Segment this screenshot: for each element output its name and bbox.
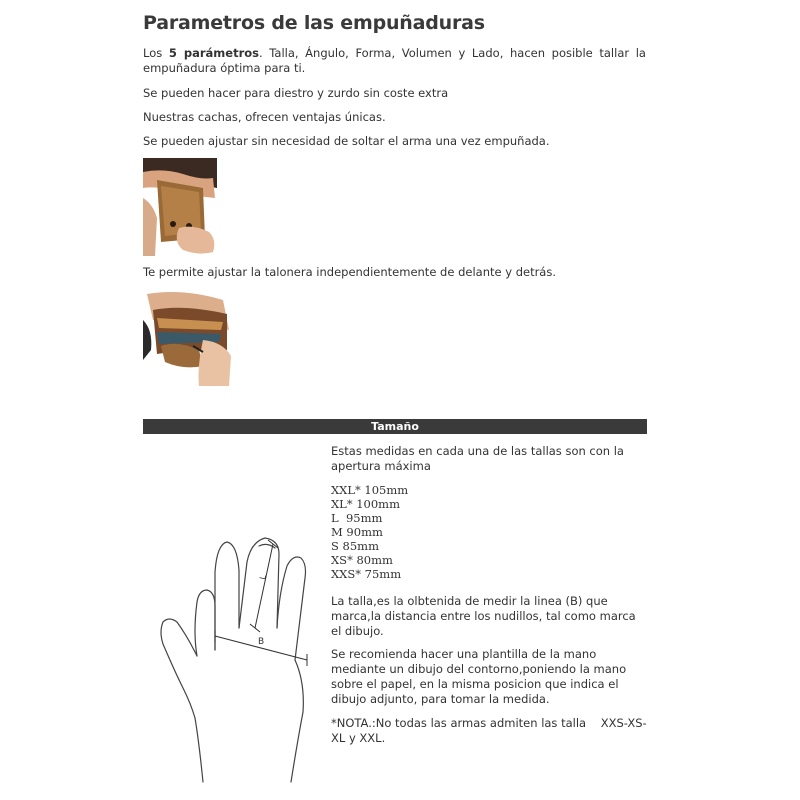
size-item: M 90mm xyxy=(331,525,383,539)
tamano-intro: Estas medidas en cada una de las tallas son con la apertura máxima xyxy=(331,444,624,473)
heel-adjust-photo xyxy=(143,290,233,386)
grip-adjust-photo xyxy=(143,158,217,256)
tamano-header: Tamaño xyxy=(143,419,647,434)
line-ajustar: Se pueden ajustar sin necesidad de soltar el arma una vez empuñada. xyxy=(143,134,550,148)
intro-paragraph xyxy=(143,46,646,76)
sizes-list xyxy=(331,483,408,581)
size-item: S 85mm xyxy=(331,539,379,553)
size-item: XL* 100mm xyxy=(331,497,400,511)
size-item: L 95mm xyxy=(331,511,383,525)
hand-diagram xyxy=(155,532,325,792)
intro-prefix: Los xyxy=(143,46,169,60)
nota-text: *NOTA.:No todas las armas admiten las talla XXS-XS-XL y XXL. xyxy=(331,716,647,745)
intro-bold: 5 parámetros xyxy=(168,46,259,60)
label-l: L xyxy=(258,574,268,581)
line-ventajas: Nuestras cachas, ofrecen ventajas únicas. xyxy=(143,110,386,124)
label-b: B xyxy=(258,637,265,647)
line-talonera: Te permite ajustar la talonera independientemente de delante y detrás. xyxy=(143,265,556,279)
line-diestro: Se pueden hacer para diestro y zurdo sin coste extra xyxy=(143,86,449,100)
size-item: XXL* 105mm xyxy=(331,483,409,497)
size-item: XS* 80mm xyxy=(331,553,393,567)
page-title: Parametros de las empuñaduras xyxy=(143,12,485,34)
size-item: XXS* 75mm xyxy=(331,567,402,581)
intro-rest: . Talla, Ángulo, Forma, Volumen y Lado, hacen posible tallar la empuñadura óptima para ti. xyxy=(143,46,646,75)
plantilla-recommendation: Se recomienda hacer una plantilla de la mano mediante un dibujo del contorno,poniendo la mano sobre el papel, en la misma posicion que indica el dibujo adjunto, para tomar la medida. xyxy=(331,647,627,706)
talla-explanation: La talla,es la olbtenida de medir la linea (B) que marca,la distancia entre los nudillos, tal como marca el dibujo. xyxy=(331,594,636,638)
